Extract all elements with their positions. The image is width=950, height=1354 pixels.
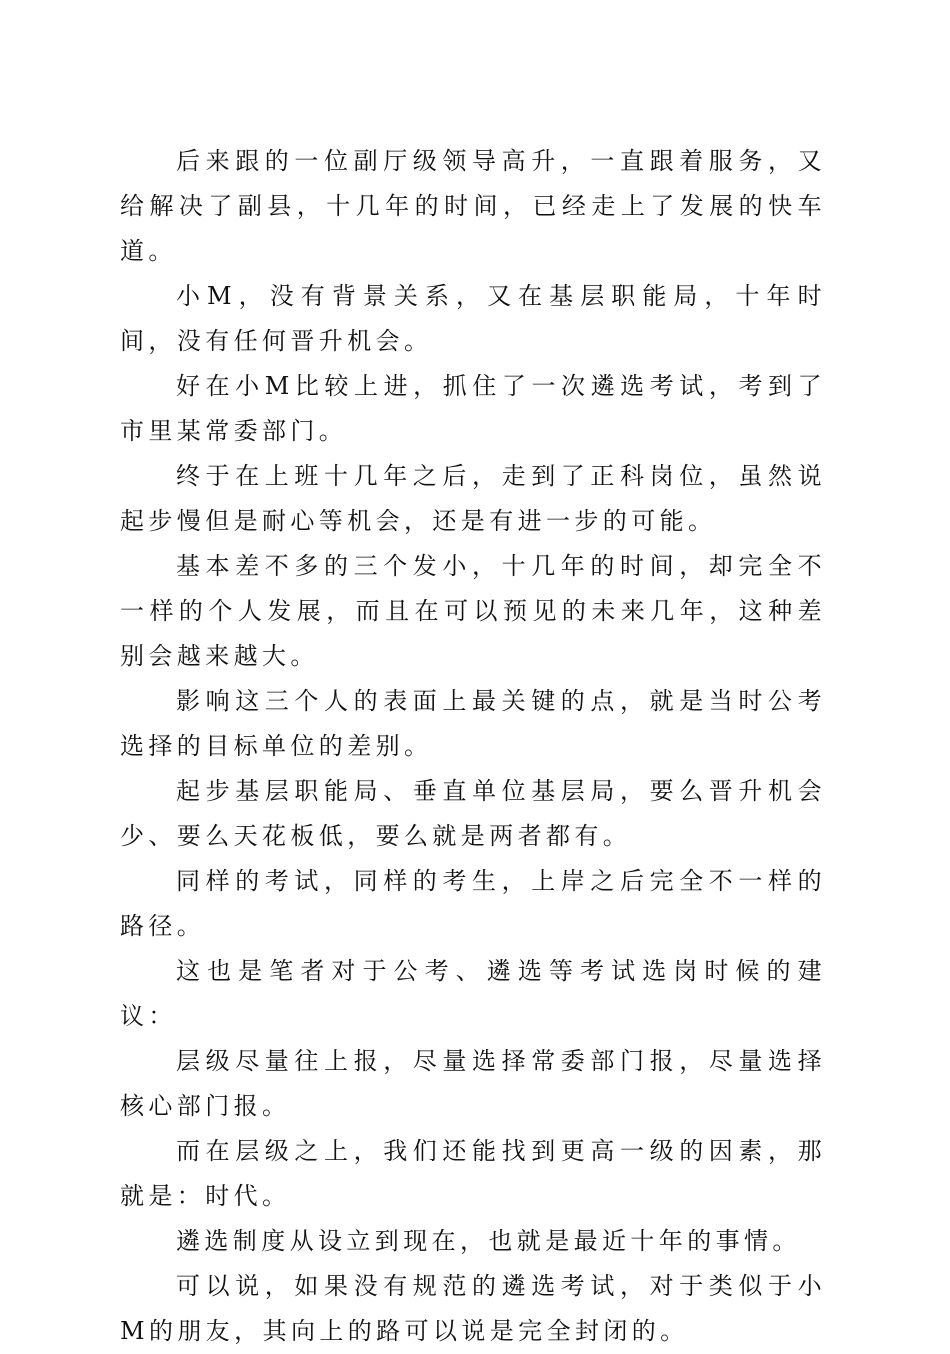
paragraph: 好在小M比较上进，抓住了一次遴选考试，考到了市里某常委部门。 xyxy=(120,372,826,445)
paragraph: 这也是笔者对于公考、遴选等考试选岗时候的建议： xyxy=(120,957,826,1030)
paragraph: 终于在上班十几年之后，走到了正科岗位，虽然说起步慢但是耐心等机会，还是有进一步的可能。 xyxy=(120,462,826,535)
paragraph: 遴选制度从设立到现在，也就是最近十年的事情。 xyxy=(176,1227,801,1255)
paragraph: 影响这三个人的表面上最关键的点，就是当时公考选择的目标单位的差别。 xyxy=(120,687,826,760)
paragraph: 小M，没有背景关系，又在基层职能局，十年时间，没有任何晋升机会。 xyxy=(120,282,826,355)
paragraph: 而在层级之上，我们还能找到更高一级的因素，那就是：时代。 xyxy=(120,1137,826,1210)
paragraph: 起步基层职能局、垂直单位基层局，要么晋升机会少、要么天花板低，要么就是两者都有。 xyxy=(120,777,826,850)
paragraph: 后来跟的一位副厅级领导高升，一直跟着服务，又给解决了副县，十几年的时间，已经走上了发展的快车道。 xyxy=(120,147,826,265)
paragraph: 基本差不多的三个发小，十几年的时间，却完全不一样的个人发展，而且在可以预见的未来几年，这种差别会越来越大。 xyxy=(120,552,826,670)
paragraph: 可以说，如果没有规范的遴选考试，对于类似于小M的朋友，其向上的路可以说是完全封闭的。 xyxy=(120,1272,826,1345)
paragraph: 同样的考试，同样的考生，上岸之后完全不一样的路径。 xyxy=(120,867,826,940)
document-body xyxy=(120,139,826,1354)
paragraph: 层级尽量往上报，尽量选择常委部门报，尽量选择核心部门报。 xyxy=(120,1047,826,1120)
